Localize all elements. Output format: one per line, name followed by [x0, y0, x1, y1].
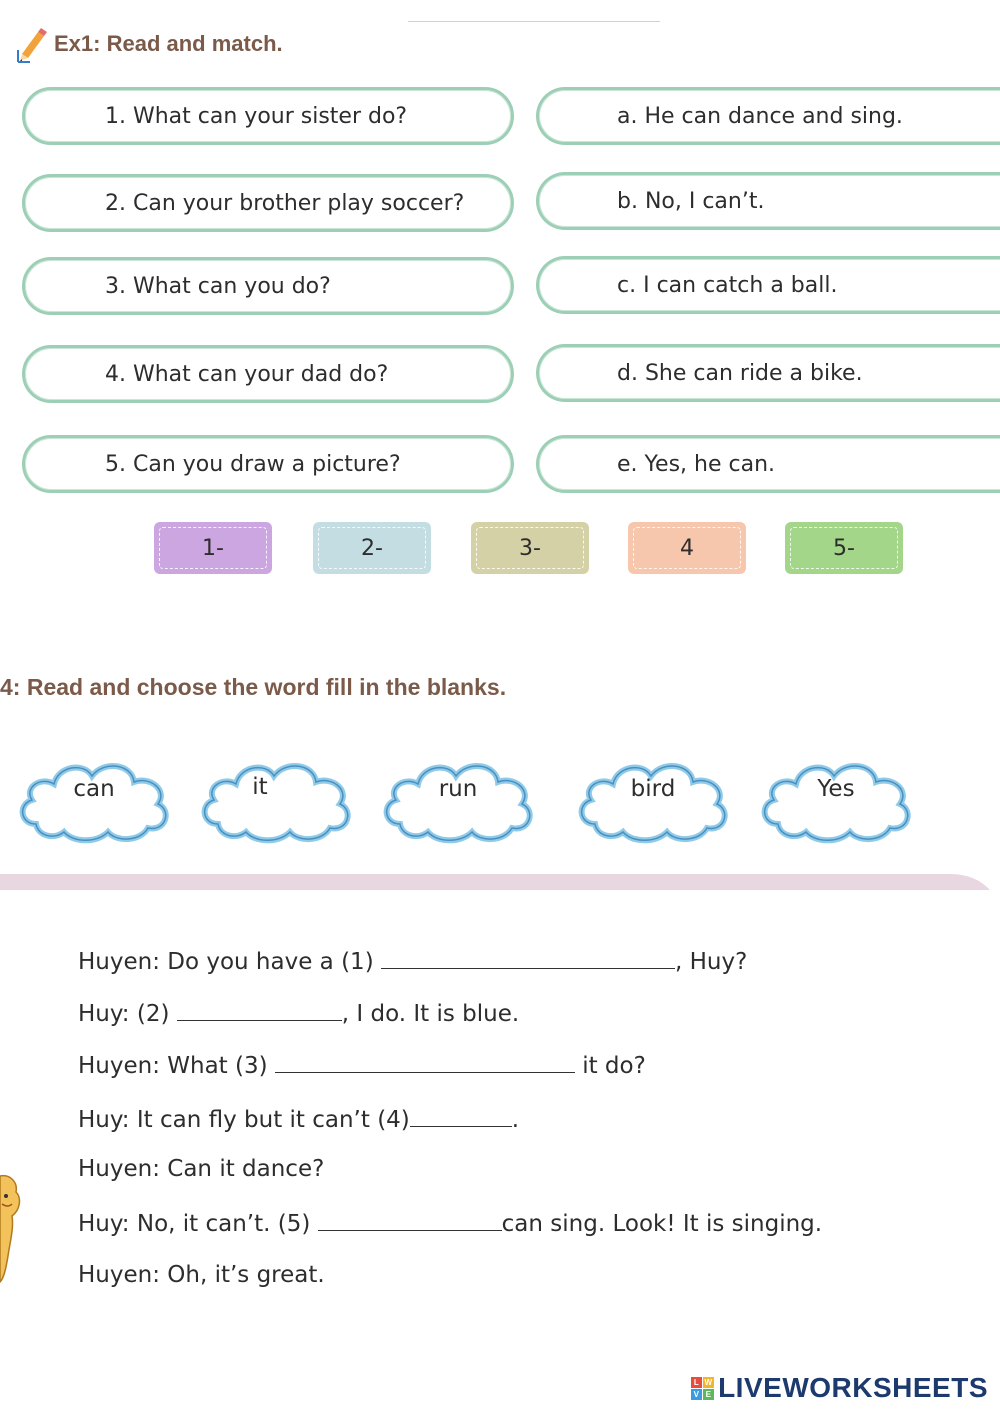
question-text: 2. Can your brother play soccer?	[105, 190, 465, 216]
divider-band	[0, 872, 990, 892]
word-cloud-label: it	[252, 774, 268, 800]
logo-text: LIVEWORKSHEETS	[718, 1372, 988, 1403]
question-card[interactable]	[22, 257, 514, 315]
word-cloud-label: bird	[630, 776, 676, 802]
word-cloud[interactable]	[196, 746, 356, 846]
exercise1-title: Ex1: Read and match.	[54, 31, 283, 56]
answer-box-label: 3-	[519, 535, 541, 561]
blank-2-input[interactable]	[177, 998, 342, 1021]
answer-card[interactable]	[536, 344, 1000, 402]
answer-box-1[interactable]	[154, 522, 272, 574]
answer-text: b. No, I can’t.	[617, 188, 765, 214]
answer-box-label: 5-	[833, 535, 855, 561]
dialog-line-7	[78, 1262, 325, 1288]
word-cloud-label: run	[438, 776, 478, 802]
dialog-text: Huy: It can fly but it can’t (4)	[78, 1107, 410, 1133]
answer-text: c. I can catch a ball.	[617, 272, 838, 298]
dialog-text: Huyen: Do you have a (1)	[78, 949, 381, 975]
blank-5-input[interactable]	[318, 1208, 502, 1231]
logo-mark-letter: L	[691, 1377, 702, 1388]
answer-box-label: 2-	[361, 535, 383, 561]
answer-text: d. She can ride a bike.	[617, 360, 863, 386]
dialog-text: it do?	[574, 1053, 646, 1079]
question-card[interactable]	[22, 345, 514, 403]
pencil-icon	[16, 24, 50, 64]
question-text: 1. What can your sister do?	[105, 103, 408, 129]
logo-mark-letter: W	[704, 1377, 713, 1387]
answer-box-5[interactable]	[785, 522, 903, 574]
dialog-text: can sing. Look! It is singing.	[501, 1211, 823, 1237]
answer-card[interactable]	[536, 172, 1000, 230]
answer-card[interactable]	[536, 87, 1000, 145]
answer-card[interactable]	[536, 435, 1000, 493]
question-text: 3. What can you do?	[105, 273, 331, 299]
dialog-text: , Huy?	[674, 949, 748, 975]
blank-1-input[interactable]	[381, 946, 675, 969]
word-cloud[interactable]	[378, 746, 538, 846]
question-text: 4. What can your dad do?	[105, 361, 389, 387]
liveworksheets-logo	[691, 1372, 988, 1404]
logo-mark-letter: E	[703, 1389, 714, 1400]
dialog-line-4	[78, 1104, 519, 1133]
blank-4-input[interactable]	[410, 1104, 512, 1127]
word-cloud-label: can	[73, 776, 115, 802]
dialog-line-3	[78, 1050, 646, 1079]
answer-box-4[interactable]	[628, 522, 746, 574]
answer-text: a. He can dance and sing.	[617, 103, 903, 129]
answer-box-3[interactable]	[471, 522, 589, 574]
answer-card[interactable]	[536, 256, 1000, 314]
blank-3-input[interactable]	[275, 1050, 575, 1073]
dialog-line-6	[78, 1208, 822, 1237]
exercise1-heading	[16, 24, 283, 64]
word-cloud-label: Yes	[817, 776, 855, 802]
dialog-text: Huy: (2)	[78, 1001, 177, 1027]
question-card[interactable]	[22, 87, 514, 145]
word-cloud[interactable]	[14, 746, 174, 846]
dialog-text: Huyen: Can it dance?	[78, 1156, 325, 1182]
question-text: 5. Can you draw a picture?	[105, 451, 401, 477]
answer-box-label: 4	[680, 535, 694, 561]
logo-mark-icon	[691, 1377, 714, 1400]
dialog-line-1	[78, 946, 747, 975]
answer-box-2[interactable]	[313, 522, 431, 574]
dialog-text: Huyen: Oh, it’s great.	[78, 1262, 325, 1288]
dialog-text: Huy: No, it can’t. (5)	[78, 1211, 318, 1237]
question-card[interactable]	[22, 435, 514, 493]
mascot-icon	[0, 1172, 24, 1284]
dialog-text: .	[511, 1107, 520, 1133]
word-cloud[interactable]	[756, 746, 916, 846]
answer-text: e. Yes, he can.	[617, 451, 776, 477]
dialog-line-5	[78, 1156, 324, 1182]
dialog-text: Huyen: What (3)	[78, 1053, 275, 1079]
answer-box-label: 1-	[202, 535, 224, 561]
question-card[interactable]	[22, 174, 514, 232]
dialog-line-2	[78, 998, 519, 1027]
dialog-text: , I do. It is blue.	[341, 1001, 520, 1027]
logo-mark-letter: V	[691, 1389, 702, 1400]
top-divider	[408, 21, 660, 22]
word-cloud[interactable]	[573, 746, 733, 846]
exercise4-title: 4: Read and choose the word fill in the blanks.	[0, 674, 507, 700]
